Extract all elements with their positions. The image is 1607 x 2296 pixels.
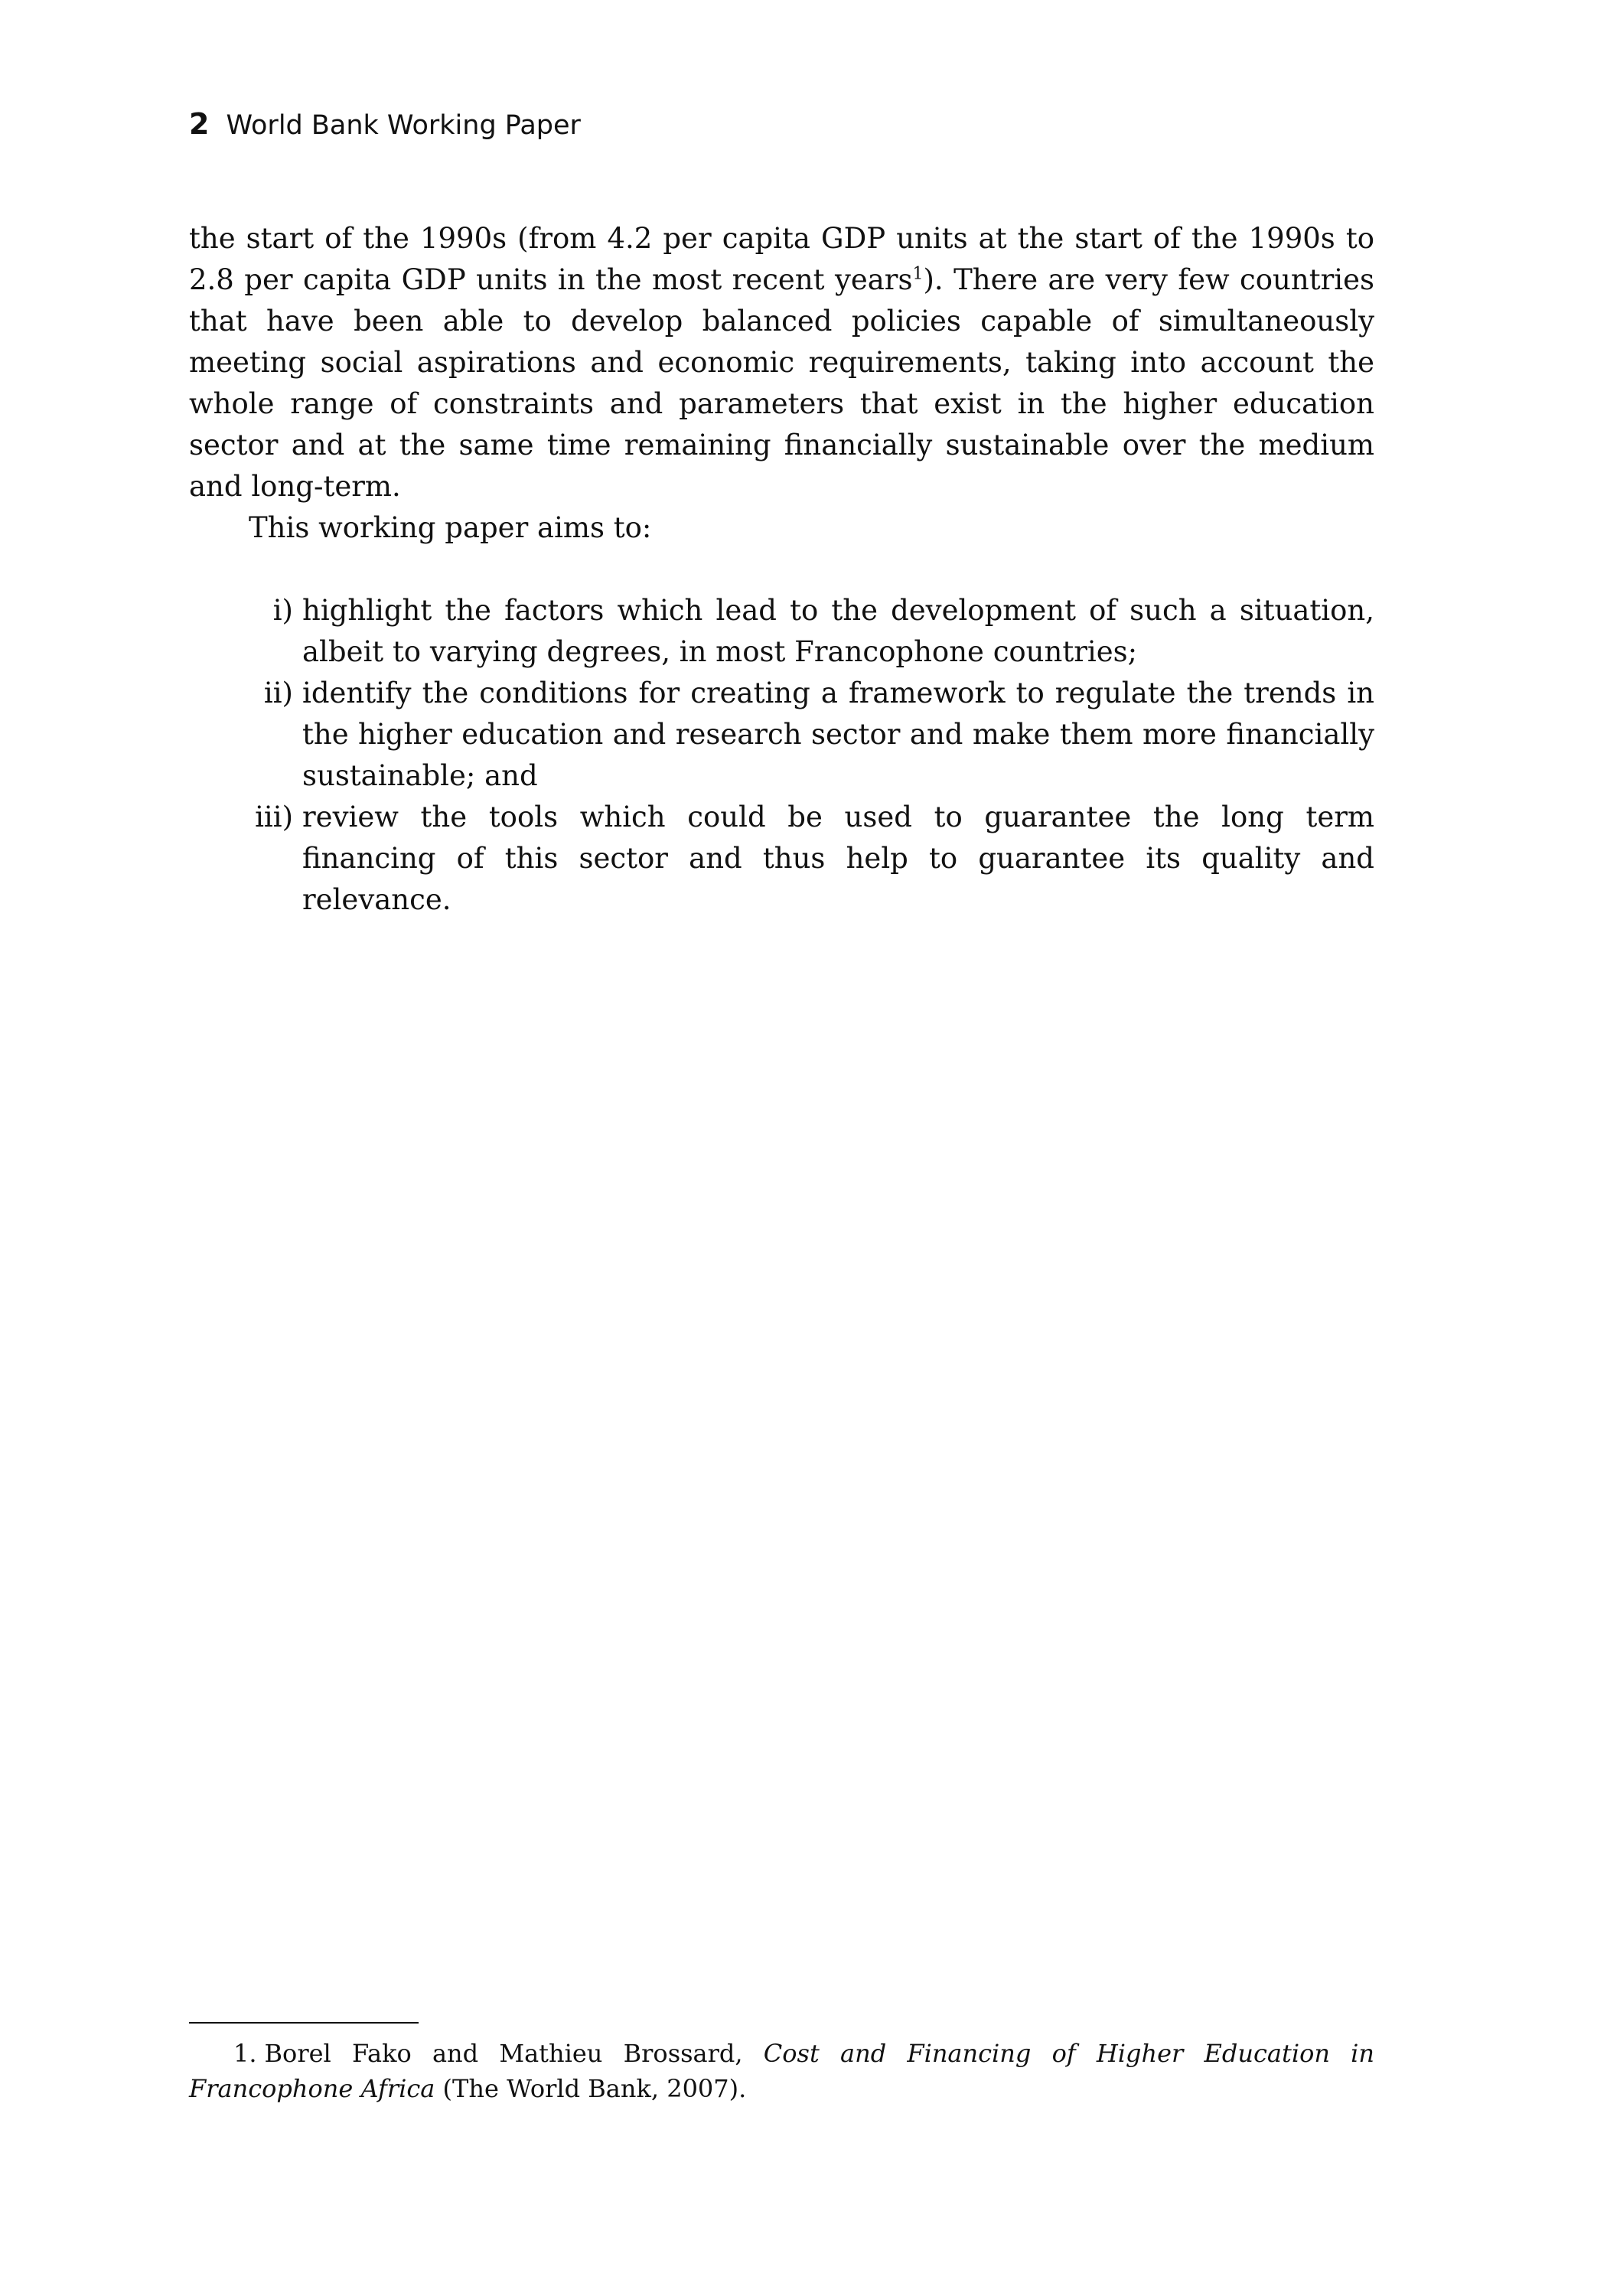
aims-list — [189, 590, 1374, 921]
footnote-authors: Borel Fako and Mathieu Brossard, — [264, 2039, 743, 2068]
list-item-text: highlight the factors which lead to the development of such a situation, albeit to varying degrees, in most Francophone countries; — [302, 594, 1374, 668]
list-item — [189, 590, 1374, 673]
footnote — [189, 2036, 1374, 2106]
list-item — [189, 797, 1374, 921]
paragraph-1-text: the start of the 1990s (from 4.2 per capita GDP units at the start of the 1990s to 2.8 per capita GDP units in the most recent years — [189, 222, 1374, 296]
list-item-text: identify the conditions for creating a framework to regulate the trends in the higher education and research sector and make them more financially sustainable; and — [302, 677, 1374, 792]
footnote-divider — [189, 2022, 419, 2024]
list-item-marker: i) — [272, 594, 293, 627]
list-item-marker: iii) — [255, 801, 293, 833]
paragraph-2: This working paper aims to: — [249, 511, 652, 544]
list-item-marker: ii) — [263, 677, 293, 709]
running-header — [189, 107, 581, 141]
paragraph-1-text-cont: ). There are very few countries that have been able to develop balanced policies capable of simultaneously meeting social aspirations and economic requirements, taking into account the whole range of constraints and parameters that exist in the higher education sector and at the same time remaining financially sustainable over the medium and long-term. — [189, 263, 1374, 503]
list-item-text: review the tools which could be used to guarantee the long term financing of this sector and thus help to guarantee its quality and relevance. — [302, 801, 1374, 916]
footnote-publisher: (The World Bank, 2007). — [442, 2074, 747, 2103]
paragraph-1 — [189, 218, 1374, 507]
footnote-reference: 1 — [912, 264, 924, 284]
running-title: World Bank Working Paper — [226, 110, 581, 141]
list-item — [189, 673, 1374, 797]
page-number: 2 — [189, 107, 210, 141]
footnote-number: 1. — [233, 2039, 257, 2068]
body-text — [189, 218, 1374, 921]
footnote-title: Cost and Financing of Higher Education in Francophone Africa — [189, 2039, 1375, 2103]
